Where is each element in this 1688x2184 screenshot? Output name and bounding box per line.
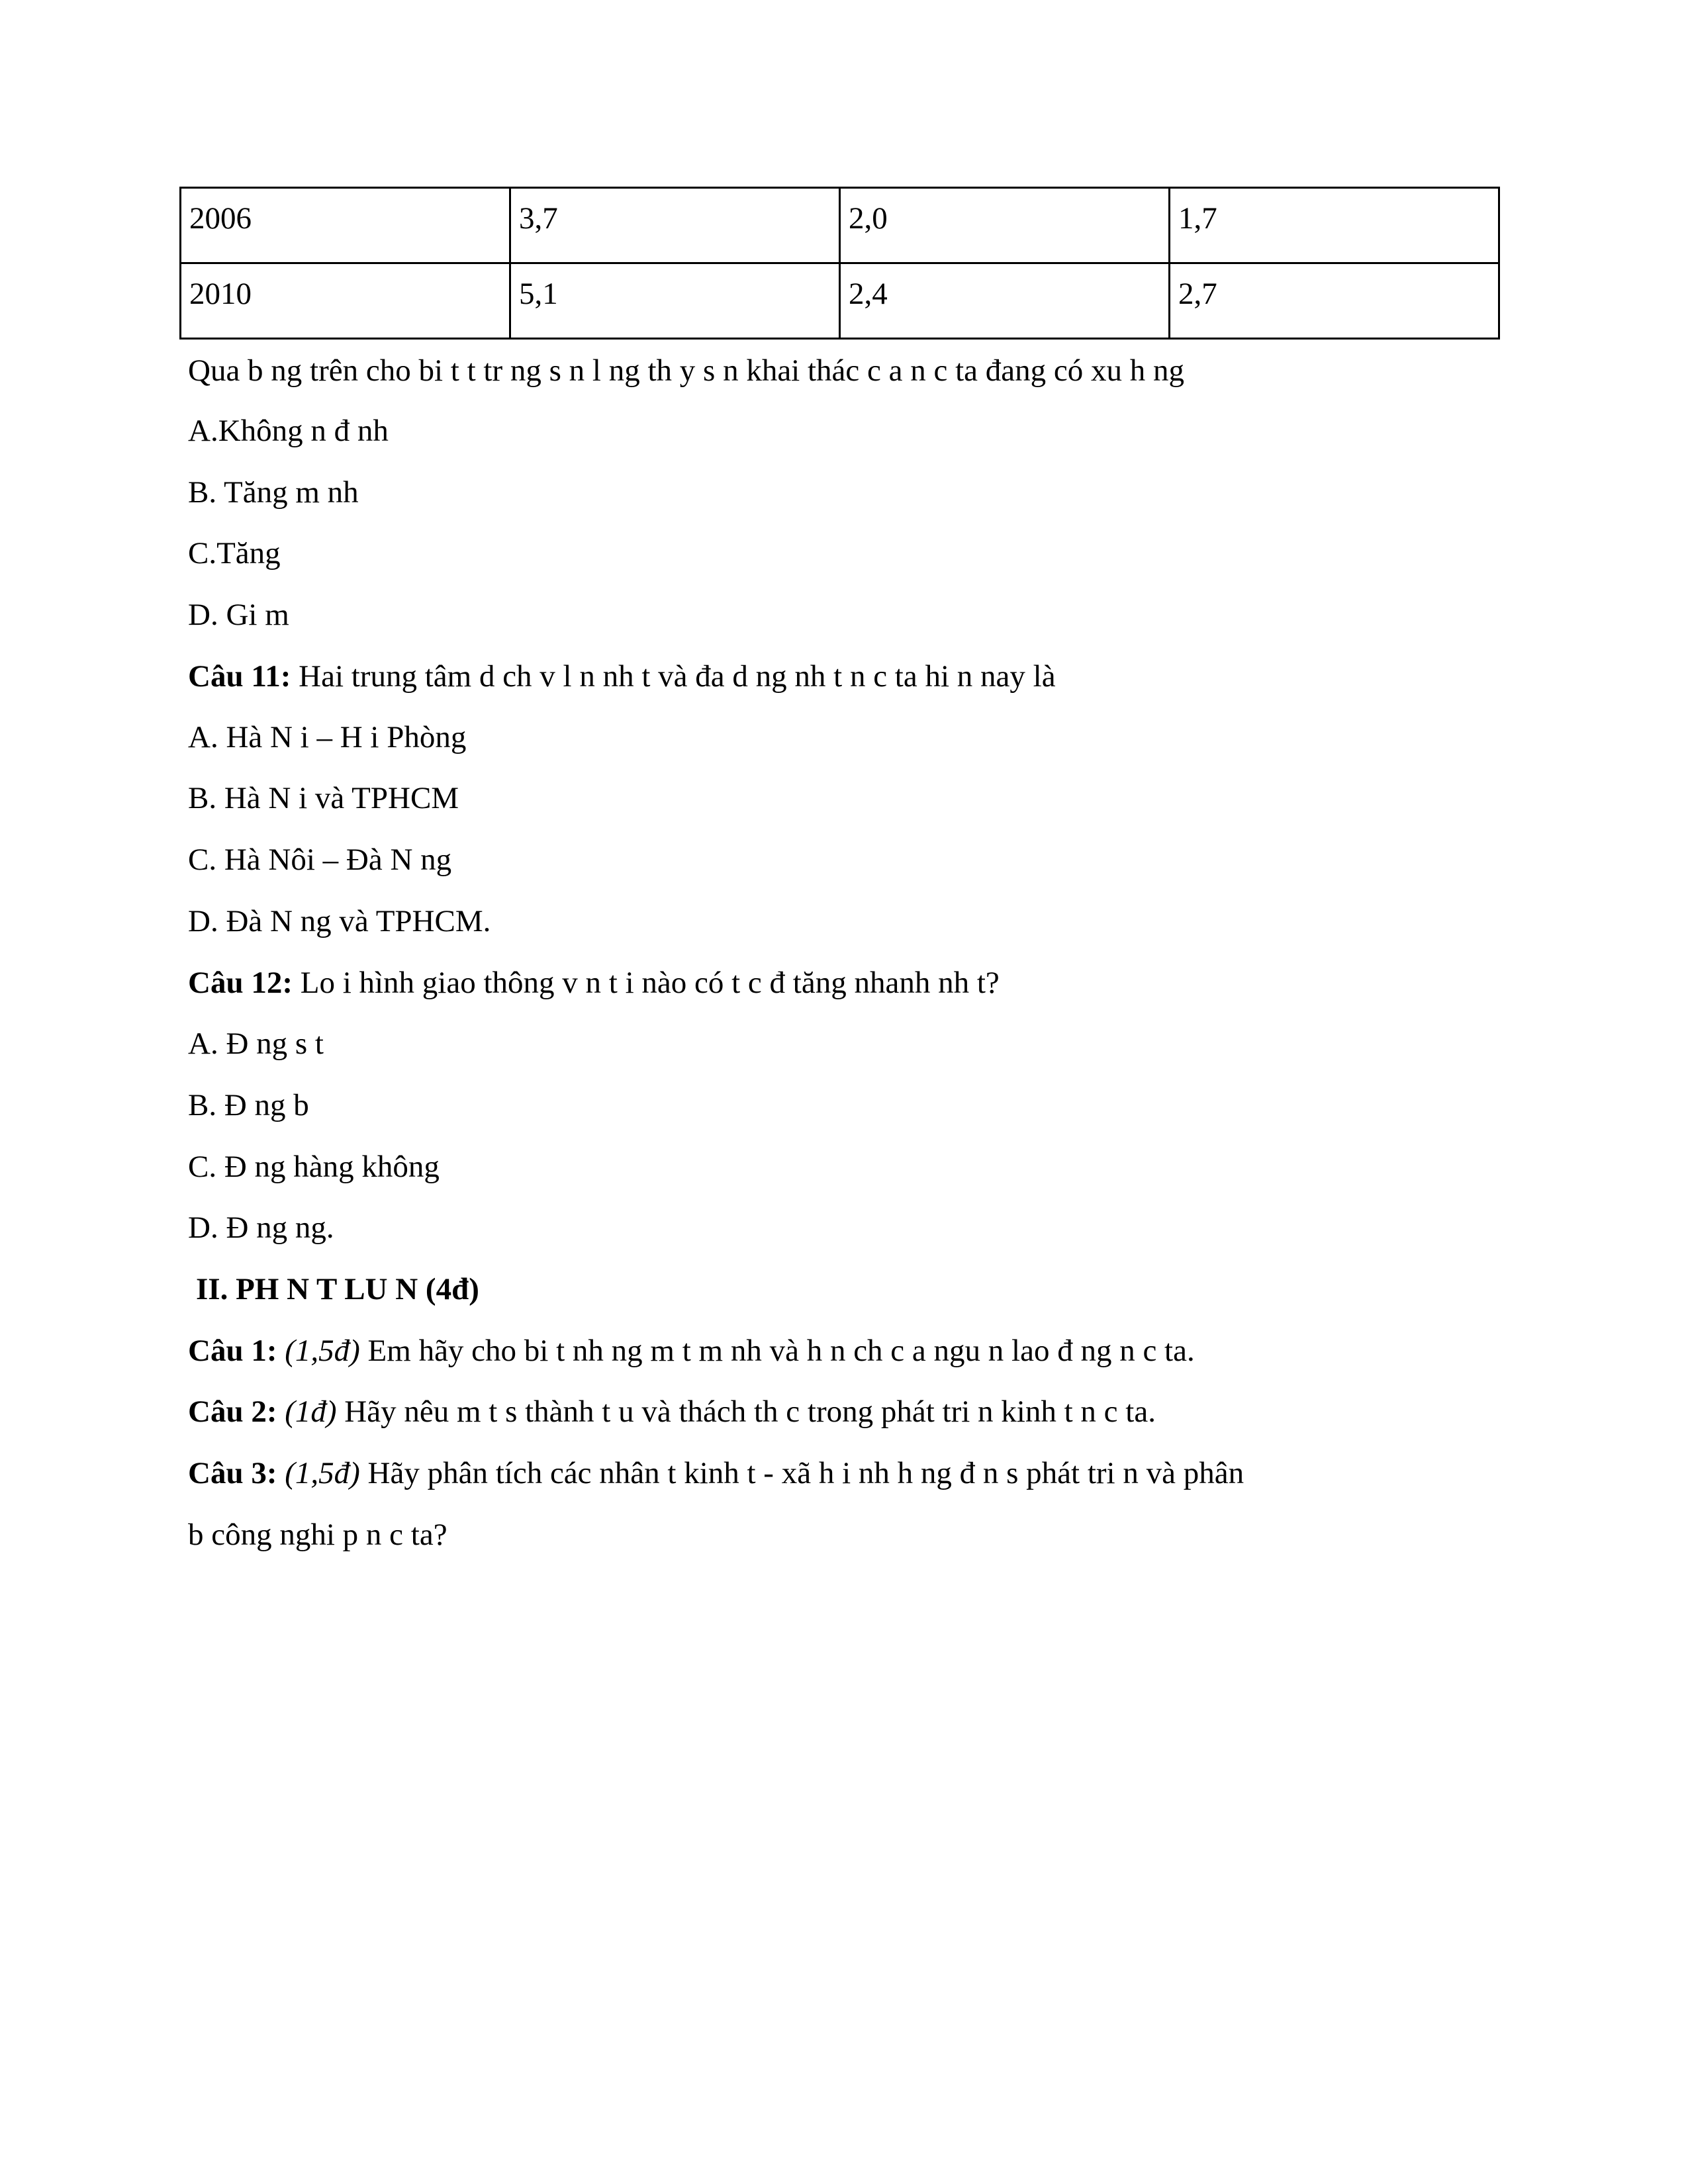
table-cell: 5,1 <box>510 263 840 339</box>
question-11-text: Hai trung tâm d ch v l n nh t và đa d ng nh t n c ta hi n nay là <box>291 659 1056 694</box>
q12-option-b: B. Đ ng b <box>188 1088 309 1122</box>
question-12 <box>188 963 1000 1003</box>
question-11-label: Câu 11: <box>188 659 291 694</box>
question-12-label: Câu 12: <box>188 966 293 1000</box>
essay-question-3 <box>188 1453 1244 1493</box>
essay-q2-text: Hãy nêu m t s thành t u và thách th c trong phát tri n kinh t n c ta. <box>336 1394 1156 1429</box>
q12-option-a: A. Đ ng s t <box>188 1026 324 1061</box>
essay-q3-label: Câu 3: <box>188 1456 277 1490</box>
q12-option-d: D. Đ ng ng. <box>188 1210 334 1245</box>
table-cell: 3,7 <box>510 188 840 263</box>
essay-q3-continuation: b công nghi p n c ta? <box>188 1518 447 1552</box>
table-cell: 2,4 <box>840 263 1170 339</box>
q10-option-b: B. Tăng m nh <box>188 475 359 510</box>
table-cell: 2006 <box>181 188 510 263</box>
essay-q3-text: Hãy phân tích các nhân t kinh t - xã h i nh h ng đ n s phát tri n và phân <box>359 1456 1244 1490</box>
table-cell: 2,7 <box>1170 263 1499 339</box>
data-table <box>179 187 1500 340</box>
table-row <box>181 263 1499 339</box>
essay-q1-points: (1,5đ) <box>277 1334 360 1368</box>
essay-q1-label: Câu 1: <box>188 1334 277 1368</box>
question-12-text: Lo i hình giao thông v n t i nào có t c đ tăng nhanh nh t? <box>292 966 1000 1000</box>
q10-option-d: D. Gi m <box>188 598 289 632</box>
essay-q2-points: (1đ) <box>277 1394 337 1429</box>
q12-option-c: C. Đ ng hàng không <box>188 1150 440 1184</box>
essay-question-1 <box>188 1331 1195 1371</box>
q11-option-d: D. Đà N ng và TPHCM. <box>188 904 491 938</box>
q11-option-a: A. Hà N i – H i Phòng <box>188 720 467 754</box>
section-heading: II. PH N T LU N (4đ) <box>196 1272 479 1306</box>
q10-option-a: A.Không n đ nh <box>188 414 389 448</box>
table-cell: 2010 <box>181 263 510 339</box>
essay-q3-points: (1,5đ) <box>277 1456 360 1490</box>
question-10-text: Qua b ng trên cho bi t t tr ng s n l ng th y s n khai thác c a n c ta đang có xu h ng <box>188 353 1184 388</box>
essay-q1-text: Em hãy cho bi t nh ng m t m nh và h n ch c a ngu n lao đ ng n c ta. <box>359 1334 1195 1368</box>
q11-option-c: C. Hà Nôi – Đà N ng <box>188 842 452 877</box>
table-cell: 1,7 <box>1170 188 1499 263</box>
table-cell: 2,0 <box>840 188 1170 263</box>
essay-q2-label: Câu 2: <box>188 1394 277 1429</box>
essay-question-2 <box>188 1392 1156 1432</box>
table-row <box>181 188 1499 263</box>
q10-option-c: C.Tăng <box>188 536 281 570</box>
q11-option-b: B. Hà N i và TPHCM <box>188 781 459 815</box>
question-11 <box>188 657 1056 696</box>
